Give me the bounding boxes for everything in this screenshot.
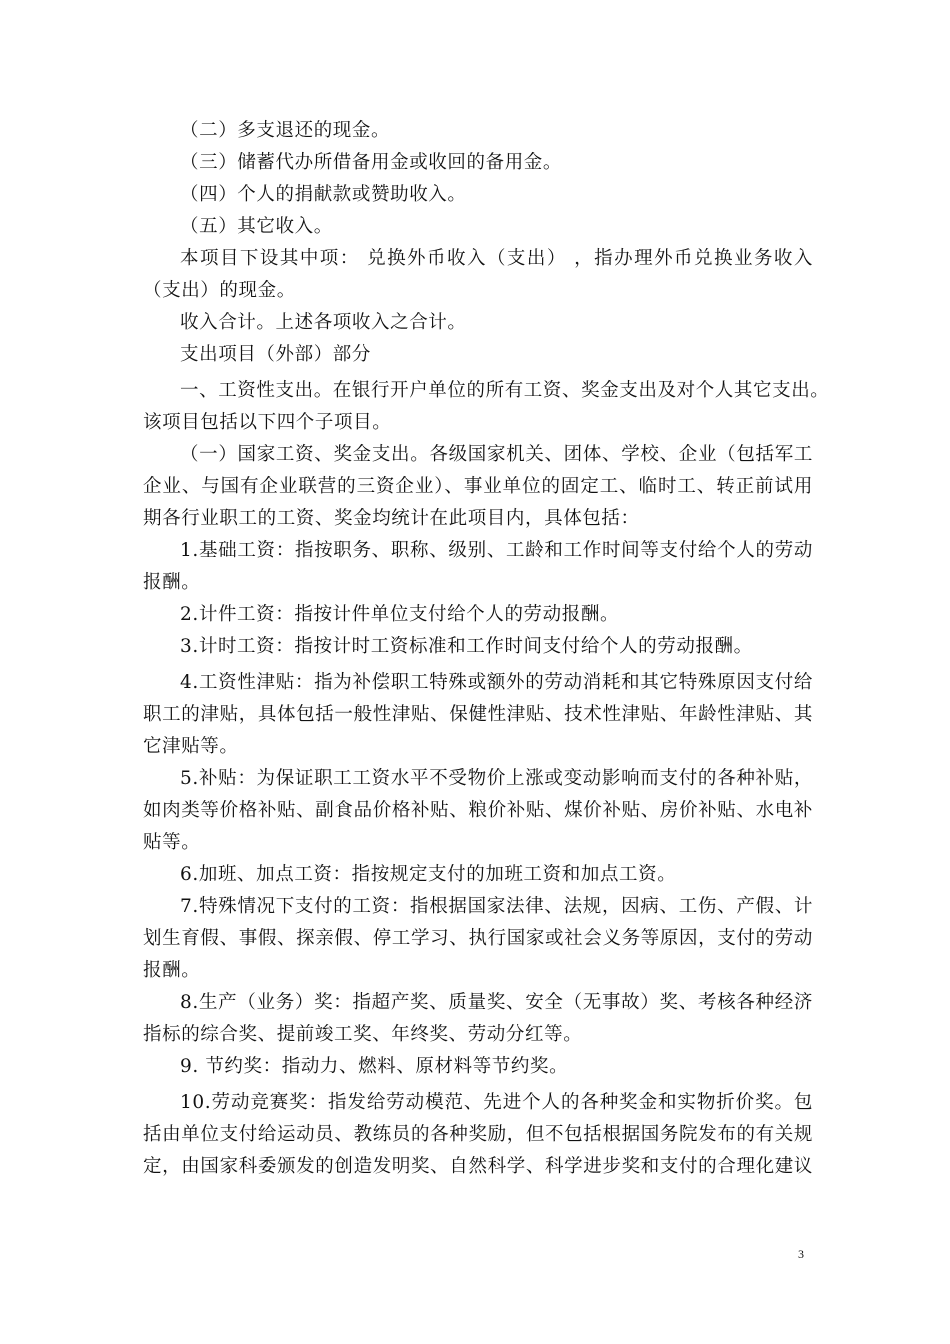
text-line-31: 10.劳动竞赛奖：指发给劳动模范、先进个人的各种奖金和实物折价奖。包	[180, 1092, 813, 1113]
text-line-12: 企业、与国有企业联营的三资企业）、事业单位的固定工、临时工、转正前试用	[143, 476, 813, 497]
text-line-4: （五）其它收入。	[180, 216, 333, 237]
page-number: 3	[798, 1247, 804, 1261]
text-line-6: （支出）的现金。	[143, 280, 296, 301]
text-line-9: 一、工资性支出。在银行开户单位的所有工资、奖金支出及对个人其它支出。	[180, 380, 830, 401]
text-line-23: 贴等。	[143, 832, 201, 853]
text-line-26: 划生育假、事假、探亲假、停工学习、执行国家或社会义务等原因，支付的劳动	[143, 928, 813, 949]
text-line-29: 指标的综合奖、提前竣工奖、年终奖、劳动分红等。	[143, 1024, 583, 1045]
text-line-8: 支出项目（外部）部分	[180, 344, 372, 365]
text-line-1: （二）多支退还的现金。	[180, 120, 391, 141]
text-line-22: 如肉类等价格补贴、副食品价格补贴、粮价补贴、煤价补贴、房价补贴、水电补	[143, 800, 813, 821]
text-line-32: 括由单位支付给运动员、教练员的各种奖励，但不包括根据国务院发布的有关规	[143, 1124, 813, 1145]
text-line-16: 2.计件工资：指按计件单位支付给个人的劳动报酬。	[180, 604, 620, 625]
text-line-20: 它津贴等。	[143, 736, 239, 757]
text-line-28: 8.生产（业务）奖：指超产奖、质量奖、安全（无事故）奖、考核各种经济	[180, 992, 813, 1013]
text-line-21: 5.补贴：为保证职工工资水平不受物价上涨或变动影响而支付的各种补贴，	[180, 768, 813, 789]
text-line-14: 1.基础工资：指按职务、职称、级别、工龄和工作时间等支付给个人的劳动	[180, 540, 813, 561]
text-line-19: 职工的津贴，具体包括一般性津贴、保健性津贴、技术性津贴、年龄性津贴、其	[143, 704, 813, 725]
text-line-7: 收入合计。上述各项收入之合计。	[180, 312, 467, 333]
text-line-27: 报酬。	[143, 960, 201, 981]
text-line-2: （三）储蓄代办所借备用金或收回的备用金。	[180, 152, 563, 173]
text-line-15: 报酬。	[143, 572, 201, 593]
text-line-3: （四）个人的捐献款或赞助收入。	[180, 184, 467, 205]
text-line-11: （一）国家工资、奖金支出。各级国家机关、团体、学校、企业（包括军工	[180, 444, 813, 465]
text-line-33: 定，由国家科委颁发的创造发明奖、自然科学、科学进步奖和支付的合理化建议	[143, 1156, 813, 1177]
text-line-24: 6.加班、加点工资：指按规定支付的加班工资和加点工资。	[180, 864, 677, 885]
text-line-18: 4.工资性津贴：指为补偿职工特殊或额外的劳动消耗和其它特殊原因支付给	[180, 672, 813, 693]
text-line-25: 7.特殊情况下支付的工资：指根据国家法律、法规，因病、工伤、产假、计	[180, 896, 813, 917]
text-line-13: 期各行业职工的工资、奖金均统计在此项目内，具体包括：	[143, 508, 640, 529]
text-line-10: 该项目包括以下四个子项目。	[143, 412, 392, 433]
text-line-5: 本项目下设其中项： 兑换外币收入（支出） ，指办理外币兑换业务收入	[180, 248, 813, 269]
text-line-30: 9. 节约奖：指动力、燃料、原材料等节约奖。	[180, 1056, 569, 1077]
text-line-17: 3.计时工资：指按计时工资标准和工作时间支付给个人的劳动报酬。	[180, 636, 753, 657]
